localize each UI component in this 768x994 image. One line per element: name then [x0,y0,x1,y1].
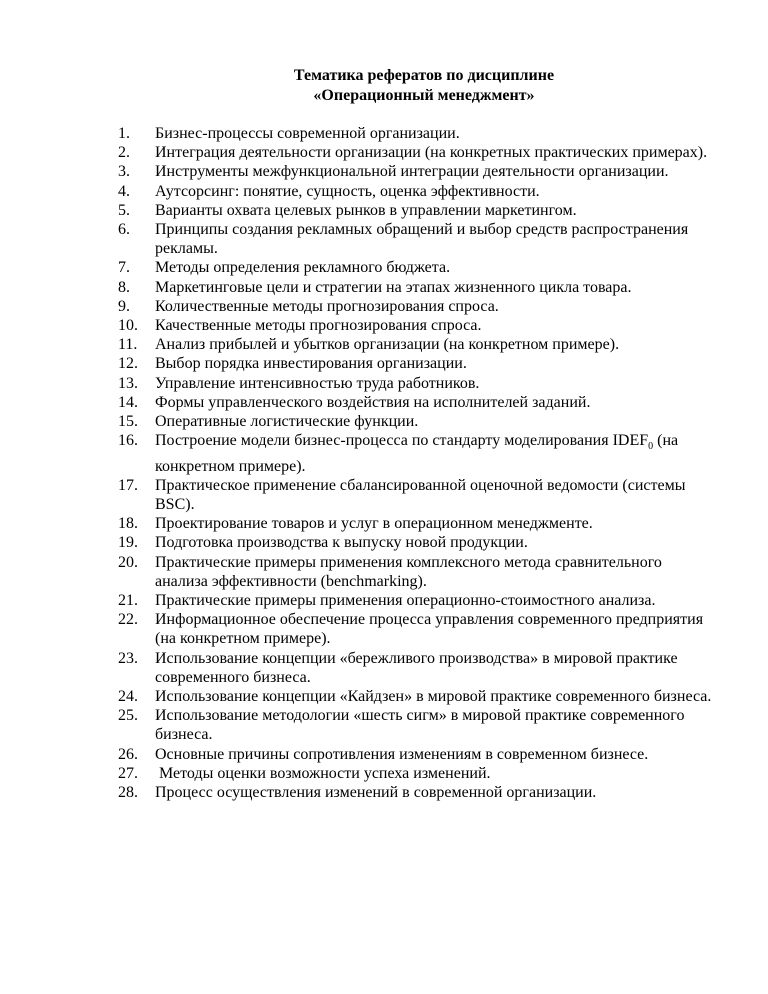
item-number: 13. [118,374,138,392]
list-item [118,278,718,297]
item-number: 19. [118,534,138,552]
topic-list [118,124,718,802]
list-item [118,649,718,687]
list-item [118,258,718,277]
subscript-zero: 0 [648,441,654,453]
item-number: 3. [118,163,130,181]
list-item [118,431,718,476]
item-number: 4. [118,182,130,200]
item-text: Использование концепции «Кайдзен» в мировой практике современного бизнеса. [155,688,712,706]
item-text-part: (на конкретном примере). [155,432,679,475]
list-item [118,687,718,706]
list-item [118,316,718,335]
item-number: 12. [118,355,138,373]
list-item [118,764,718,783]
item-number: 23. [118,649,138,667]
item-text: Анализ прибылей и убытков организации (на конкретном примере). [155,336,620,354]
list-item [118,124,718,143]
list-item [118,533,718,552]
item-number: 9. [118,297,130,315]
list-item [118,591,718,610]
item-text: Качественные методы прогнозирования спроса. [155,317,482,335]
item-number: 15. [118,413,138,431]
item-text-part: Построение модели бизнес-процесса по стандарту моделирования IDEF [155,432,649,450]
list-item [118,610,718,648]
item-text: Методы определения рекламного бюджета. [155,259,451,277]
item-text: Использование методологии «шесть сигм» в мировой практике современного бизнеса. [155,707,685,744]
item-text: Использование концепции «бережливого производства» в мировой практике современного бизнеса. [155,649,678,686]
list-item [118,297,718,316]
item-number: 1. [118,125,130,142]
list-item [118,220,718,258]
list-item [118,335,718,354]
title-line-1: Тематика рефератов по дисциплине [293,67,555,84]
item-number: 20. [118,553,138,571]
item-number: 17. [118,476,138,494]
item-text: Интеграция деятельности организации (на конкретных практических примерах). [155,144,708,162]
item-text: Основные причины сопротивления изменениям в современном бизнесе. [155,745,649,763]
item-number: 5. [118,201,130,219]
item-number: 24. [118,688,138,706]
list-item [118,553,718,591]
title-line-2: «Операционный менеджмент» [313,87,535,104]
list-item [118,162,718,181]
list-item [118,783,718,802]
item-text: Подготовка производства к выпуску новой продукции. [155,534,528,552]
list-item [118,374,718,393]
item-text: Варианты охвата целевых рынков в управлении маркетингом. [155,201,577,219]
item-text [155,431,718,476]
item-text: Управление интенсивностью труда работников. [155,374,480,392]
item-text: Принципы создания рекламных обращений и выбор средств распространения рекламы. [155,221,689,258]
item-number: 18. [118,515,138,533]
item-text: Практические примеры применения операционно-стоимостного анализа. [155,592,656,610]
item-text: Инструменты межфункциональной интеграции деятельности организации. [155,163,669,181]
item-number: 26. [118,745,138,763]
item-number: 16. [118,432,138,450]
item-number: 21. [118,592,138,610]
item-text: Аутсорсинг: понятие, сущность, оценка эффективности. [155,182,540,200]
item-number: 22. [118,611,138,629]
item-number: 27. [118,764,138,782]
item-number: 14. [118,393,138,411]
item-text: Оперативные логистические функции. [155,413,419,431]
item-text: Бизнес-процессы современной организации. [155,125,460,142]
list-item [118,412,718,431]
item-number: 8. [118,278,130,296]
item-text: Выбор порядка инвестирования организации. [155,355,467,373]
item-text: Проектирование товаров и услуг в операционном менеджменте. [155,515,593,533]
list-item [118,393,718,412]
item-number: 11. [118,336,138,354]
item-text: Маркетинговые цели и стратегии на этапах жизненного цикла товара. [155,278,632,296]
item-text: Количественные методы прогнозирования спроса. [155,297,499,315]
item-number: 2. [118,144,130,162]
item-text: Практические примеры применения комплексного метода сравнительного анализа эффективности (benchmarking). [155,553,662,590]
list-item [118,201,718,220]
list-item [118,476,718,514]
document-title [0,66,768,106]
list-item [118,354,718,373]
item-text: Формы управленческого воздействия на исполнителей заданий. [155,393,591,411]
item-number: 6. [118,221,130,239]
item-number: 7. [118,259,130,277]
list-item [118,514,718,533]
item-text: Информационное обеспечение процесса управления современного предприятия (на конкретном примере). [155,611,704,648]
item-number: 28. [118,784,138,802]
list-item [118,143,718,162]
item-number: 10. [118,317,138,335]
list-item [118,745,718,764]
item-text: Методы оценки возможности успеха изменений. [155,764,491,782]
list-item [118,706,718,744]
item-text: Практическое применение сбалансированной оценочной ведомости (системы BSC). [155,476,686,514]
item-text: Процесс осуществления изменений в современной организации. [155,784,597,802]
list-item [118,182,718,201]
item-number: 25. [118,707,138,725]
